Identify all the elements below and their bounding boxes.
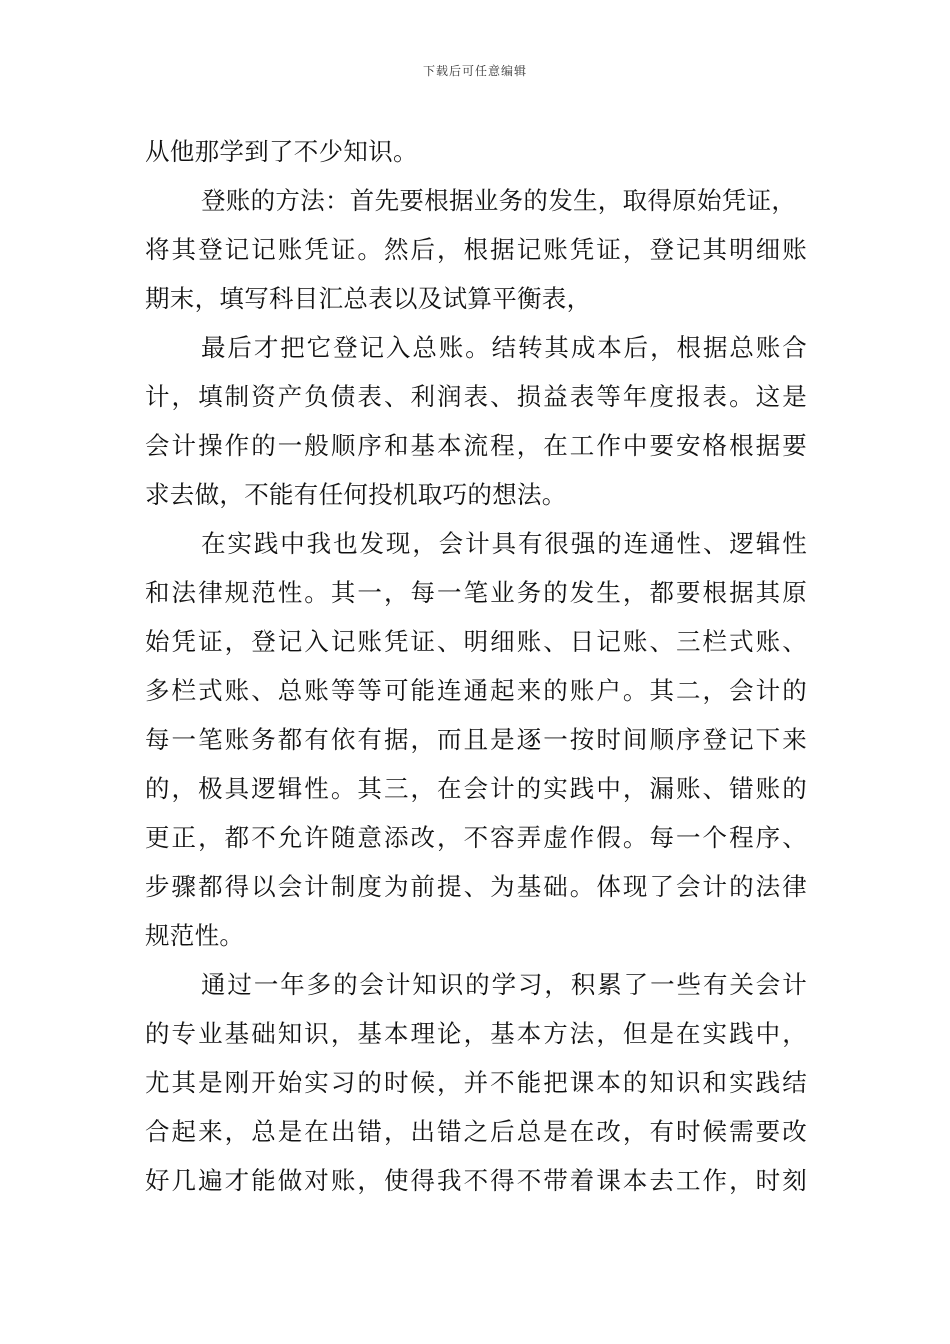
text-line: 好几遍才能做对账，使得我不得不带着课本去工作，时刻 bbox=[145, 1166, 807, 1195]
text-line: 的，极具逻辑性。其三，在会计的实践中，漏账、错账的 bbox=[145, 774, 807, 803]
text-line: 计，填制资产负债表、利润表、损益表等年度报表。这是 bbox=[145, 382, 807, 411]
page-header-note: 下载后可任意编辑 bbox=[422, 64, 527, 78]
text-line: 最后才把它登记入总账。结转其成本后，根据总账合 bbox=[201, 333, 807, 362]
document-body bbox=[145, 127, 807, 1205]
text-line: 规范性。 bbox=[145, 921, 245, 950]
text-line: 合起来，总是在出错，出错之后总是在改，有时候需要改 bbox=[145, 1117, 807, 1146]
text-line: 将其登记记账凭证。然后，根据记账凭证，登记其明细账 bbox=[145, 235, 807, 264]
text-line: 始凭证，登记入记账凭证、明细账、日记账、三栏式账、 bbox=[145, 627, 807, 656]
text-line: 期末，填写科目汇总表以及试算平衡表， bbox=[145, 284, 592, 313]
text-line: 尤其是刚开始实习的时候，并不能把课本的知识和实践结 bbox=[145, 1068, 807, 1097]
text-line: 更正，都不允许随意添改，不容弄虚作假。每一个程序、 bbox=[145, 823, 807, 852]
text-line: 在实践中我也发现，会计具有很强的连通性、逻辑性 bbox=[201, 529, 807, 558]
text-line: 通过一年多的会计知识的学习，积累了一些有关会计 bbox=[201, 970, 807, 999]
text-line: 登账的方法：首先要根据业务的发生，取得原始凭证， bbox=[201, 186, 797, 215]
text-line: 和法律规范性。其一，每一笔业务的发生，都要根据其原 bbox=[145, 578, 807, 607]
text-line: 步骤都得以会计制度为前提、为基础。体现了会计的法律 bbox=[145, 872, 807, 901]
text-line: 的专业基础知识，基本理论，基本方法，但是在实践中， bbox=[145, 1019, 807, 1048]
text-line: 求去做，不能有任何投机取巧的想法。 bbox=[145, 480, 567, 509]
text-line: 从他那学到了不少知识。 bbox=[145, 137, 418, 166]
text-line: 多栏式账、总账等等可能连通起来的账户。其二，会计的 bbox=[145, 676, 807, 705]
text-line: 会计操作的一般顺序和基本流程，在工作中要安格根据要 bbox=[145, 431, 807, 460]
text-line: 每一笔账务都有依有据，而且是逐一按时间顺序登记下来 bbox=[145, 725, 807, 754]
